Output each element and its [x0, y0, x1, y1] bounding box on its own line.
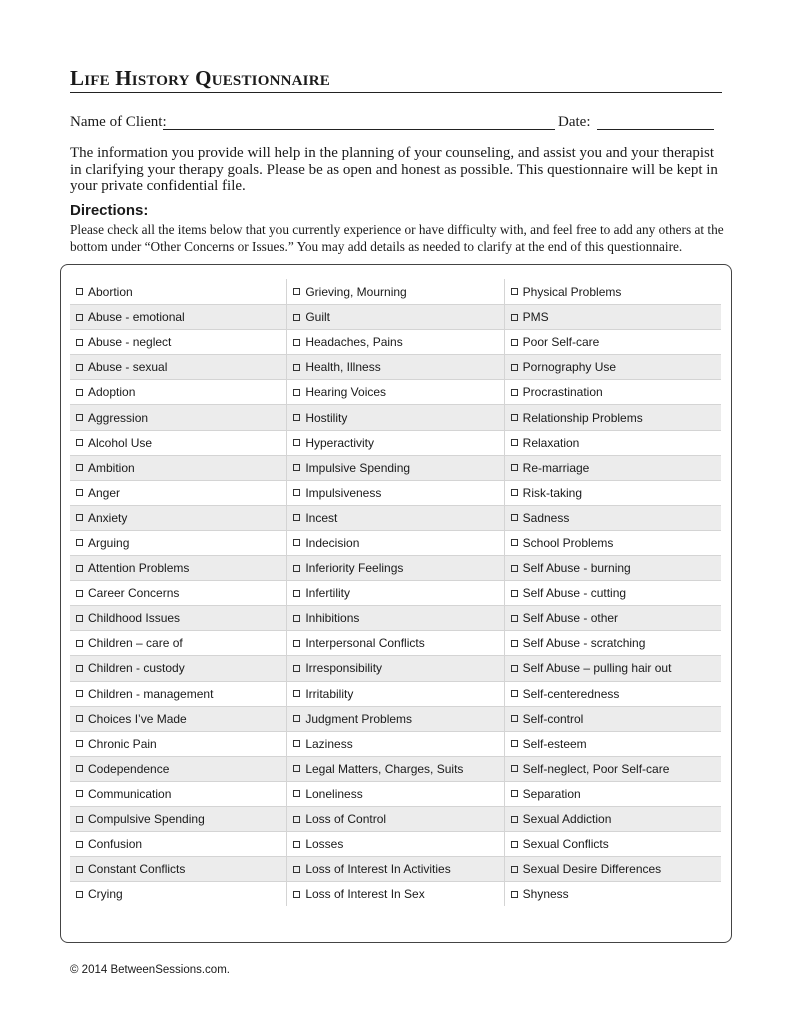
checklist-item-label: Self-neglect, Poor Self-care — [522, 761, 670, 776]
checklist-item[interactable] — [70, 329, 287, 354]
checklist-item[interactable] — [70, 655, 287, 680]
checklist-item-label: Physical Problems — [522, 284, 622, 299]
title-row — [70, 64, 722, 93]
checklist-item-label: Hearing Voices — [305, 385, 387, 400]
checkbox-icon[interactable] — [293, 715, 300, 722]
checklist-item[interactable] — [505, 781, 721, 806]
checklist-item[interactable] — [505, 480, 721, 505]
checkbox-icon[interactable] — [293, 665, 300, 672]
checklist-item-label: Pornography Use — [522, 360, 617, 375]
checklist-item[interactable] — [70, 304, 287, 329]
checklist-item-label: Separation — [522, 786, 581, 801]
checklist-item-label: Hostility — [305, 410, 348, 425]
checklist-item-label: Sadness — [522, 510, 570, 525]
checklist-item-label: Chronic Pain — [88, 736, 157, 751]
checklist-row — [70, 555, 721, 580]
checklist-item[interactable] — [505, 630, 721, 655]
checkbox-icon[interactable] — [76, 740, 83, 747]
client-name-field[interactable] — [163, 129, 555, 130]
checklist-item-label: Impulsive Spending — [305, 460, 411, 475]
checklist-item[interactable] — [505, 756, 721, 781]
checklist-item[interactable] — [70, 580, 287, 605]
checklist-item-label: Ambition — [88, 460, 135, 475]
checklist-item[interactable] — [505, 279, 721, 304]
checklist-item[interactable] — [505, 505, 721, 530]
checkbox-icon[interactable] — [293, 690, 300, 697]
checklist-item-label: Loneliness — [305, 786, 363, 801]
checklist-item[interactable] — [505, 856, 721, 881]
checkbox-icon[interactable] — [76, 339, 83, 346]
checkbox-icon[interactable] — [293, 816, 300, 823]
checklist-item-label: Relaxation — [522, 435, 580, 450]
checkbox-icon[interactable] — [76, 665, 83, 672]
checklist-item-label: Children - management — [88, 686, 214, 701]
checklist-row — [70, 480, 721, 505]
checklist-item[interactable] — [505, 831, 721, 856]
checkbox-icon[interactable] — [76, 414, 83, 421]
checkbox-icon[interactable] — [293, 439, 300, 446]
checkbox-icon[interactable] — [511, 314, 518, 321]
checklist-item-label: Inferiority Feelings — [305, 561, 404, 576]
checkbox-icon[interactable] — [293, 489, 300, 496]
checklist-item[interactable] — [287, 856, 504, 881]
checklist-item-label: Choices I’ve Made — [88, 711, 187, 726]
checkbox-icon[interactable] — [293, 565, 300, 572]
checkbox-icon[interactable] — [76, 565, 83, 572]
checkbox-icon[interactable] — [293, 640, 300, 647]
checklist-item-label: Anger — [88, 485, 121, 500]
checklist-item-label: Health, Illness — [305, 360, 381, 375]
checklist-item[interactable] — [70, 806, 287, 831]
checkbox-icon[interactable] — [293, 790, 300, 797]
checklist-item[interactable] — [287, 480, 504, 505]
checklist-item-label: Shyness — [522, 887, 569, 902]
checklist-row — [70, 831, 721, 856]
checklist-row — [70, 505, 721, 530]
directions-heading: Directions: — [70, 202, 149, 219]
checklist-item[interactable] — [70, 856, 287, 881]
checklist-item[interactable] — [70, 605, 287, 630]
checkbox-icon[interactable] — [76, 765, 83, 772]
checklist-item[interactable] — [287, 731, 504, 756]
checkbox-icon[interactable] — [511, 389, 518, 396]
checklist-item[interactable] — [70, 681, 287, 706]
checklist-item[interactable] — [70, 781, 287, 806]
checkbox-icon[interactable] — [293, 339, 300, 346]
checklist-item[interactable] — [70, 354, 287, 379]
checkbox-icon[interactable] — [76, 841, 83, 848]
checklist-item[interactable] — [287, 605, 504, 630]
checkbox-icon[interactable] — [511, 489, 518, 496]
checkbox-icon[interactable] — [293, 590, 300, 597]
checklist-item[interactable] — [505, 655, 721, 680]
checklist-item[interactable] — [70, 279, 287, 304]
checklist-item[interactable] — [70, 555, 287, 580]
checklist-item[interactable] — [287, 329, 504, 354]
checkbox-icon[interactable] — [511, 765, 518, 772]
checkbox-icon[interactable] — [76, 539, 83, 546]
checklist-item-label: Relationship Problems — [522, 410, 643, 425]
checkbox-icon[interactable] — [293, 841, 300, 848]
checklist-item-label: Self Abuse - other — [522, 611, 619, 626]
checklist-item[interactable] — [505, 605, 721, 630]
checklist-item[interactable] — [287, 455, 504, 480]
checkbox-icon[interactable] — [76, 690, 83, 697]
checklist-item-label: Irresponsibility — [305, 661, 383, 676]
checklist-item[interactable] — [70, 756, 287, 781]
checkbox-icon[interactable] — [293, 514, 300, 521]
checklist-item-label: Grieving, Mourning — [305, 284, 407, 299]
checklist-item[interactable] — [505, 404, 721, 429]
checkbox-icon[interactable] — [511, 590, 518, 597]
checklist-item-label: Legal Matters, Charges, Suits — [305, 761, 464, 776]
checkbox-icon[interactable] — [76, 816, 83, 823]
checkbox-icon[interactable] — [76, 715, 83, 722]
checklist-item[interactable] — [70, 455, 287, 480]
checklist-item[interactable] — [287, 530, 504, 555]
checklist-item-label: Career Concerns — [88, 586, 180, 601]
checklist-item-label: Constant Conflicts — [88, 862, 186, 877]
checklist-item-label: Indecision — [305, 535, 360, 550]
checkbox-icon[interactable] — [76, 464, 83, 471]
checklist-item-label: Codependence — [88, 761, 170, 776]
checkbox-icon[interactable] — [511, 539, 518, 546]
checklist-item[interactable] — [70, 706, 287, 731]
checklist-item-label: Children – care of — [88, 636, 183, 651]
checklist-item[interactable] — [287, 354, 504, 379]
checkbox-icon[interactable] — [76, 590, 83, 597]
checklist-item[interactable] — [505, 706, 721, 731]
checklist-item-label: Sexual Conflicts — [522, 837, 609, 852]
checklist-item[interactable] — [70, 630, 287, 655]
checkbox-icon[interactable] — [511, 565, 518, 572]
checkbox-icon[interactable] — [511, 339, 518, 346]
checklist-item-label: Inhibitions — [305, 611, 360, 626]
checklist-item-label: Loss of Interest In Sex — [305, 887, 425, 902]
checklist-item[interactable] — [287, 831, 504, 856]
checklist-item-label: Compulsive Spending — [88, 812, 205, 827]
checklist-item[interactable] — [287, 655, 504, 680]
client-name-label: Name of Client: — [70, 114, 167, 130]
checklist-row — [70, 455, 721, 480]
checklist-item[interactable] — [287, 304, 504, 329]
checklist-item[interactable] — [70, 480, 287, 505]
checklist-item[interactable] — [505, 304, 721, 329]
checkbox-icon[interactable] — [76, 389, 83, 396]
checkbox-icon[interactable] — [293, 288, 300, 295]
checkbox-icon[interactable] — [293, 389, 300, 396]
checklist-item[interactable] — [505, 329, 721, 354]
checklist-row — [70, 630, 721, 655]
checklist-item-label: Communication — [88, 786, 172, 801]
directions-text: Please check all the items below that you currently experience or have difficulty with, and feel free to add any others at the bottom under “Other Concerns or Issues.” You may add details as needed to clarify at the end of this questionnaire. — [70, 222, 724, 254]
checklist-item[interactable] — [505, 430, 721, 455]
checklist-row — [70, 530, 721, 555]
checklist-row — [70, 706, 721, 731]
checklist-item-label: Alcohol Use — [88, 435, 153, 450]
page-title: Life History Questionnaire — [70, 66, 330, 90]
checklist-item-label: PMS — [522, 310, 549, 325]
checklist-item[interactable] — [287, 781, 504, 806]
checkbox-icon[interactable] — [76, 489, 83, 496]
checkbox-icon[interactable] — [293, 866, 300, 873]
checklist-item[interactable] — [505, 530, 721, 555]
checklist-item-label: Abuse - emotional — [88, 310, 185, 325]
checkbox-icon[interactable] — [293, 314, 300, 321]
checkbox-icon[interactable] — [76, 866, 83, 873]
checklist-item[interactable] — [287, 379, 504, 404]
checklist-item-label: Sexual Desire Differences — [522, 862, 662, 877]
checklist-item[interactable] — [70, 379, 287, 404]
checkbox-icon[interactable] — [511, 665, 518, 672]
checkbox-icon[interactable] — [293, 615, 300, 622]
checklist-item-label: Anxiety — [88, 510, 128, 525]
checkbox-icon[interactable] — [76, 514, 83, 521]
checkbox-icon[interactable] — [511, 414, 518, 421]
checklist-item-label: Crying — [88, 887, 123, 902]
checklist-item-label: Confusion — [88, 837, 143, 852]
checklist-row — [70, 329, 721, 354]
checklist-item[interactable] — [287, 706, 504, 731]
checklist-item-label: Aggression — [88, 410, 149, 425]
checkbox-icon[interactable] — [76, 439, 83, 446]
checklist-row — [70, 304, 721, 329]
checklist-item-label: Incest — [305, 510, 338, 525]
checklist-item[interactable] — [70, 881, 287, 906]
checkbox-icon[interactable] — [511, 288, 518, 295]
checklist-item-label: Childhood Issues — [88, 611, 181, 626]
checkbox-icon[interactable] — [76, 364, 83, 371]
checkbox-icon[interactable] — [76, 640, 83, 647]
checkbox-icon[interactable] — [511, 790, 518, 797]
checklist-item[interactable] — [287, 881, 504, 906]
checklist-item-label: Judgment Problems — [305, 711, 413, 726]
checklist-item-label: Self Abuse - cutting — [522, 586, 627, 601]
checklist-item[interactable] — [70, 505, 287, 530]
checkbox-icon[interactable] — [76, 891, 83, 898]
checklist-item-label: Headaches, Pains — [305, 335, 403, 350]
checklist-item-label: Laziness — [305, 736, 353, 751]
checklist-row — [70, 404, 721, 429]
checkbox-icon[interactable] — [293, 414, 300, 421]
checklist-item[interactable] — [505, 580, 721, 605]
checklist-item-label: Self-centeredness — [522, 686, 620, 701]
checklist-item[interactable] — [287, 555, 504, 580]
checklist-item[interactable] — [287, 430, 504, 455]
checkbox-icon[interactable] — [511, 514, 518, 521]
checklist-item[interactable] — [505, 379, 721, 404]
checklist-item-label: Impulsiveness — [305, 485, 382, 500]
checkbox-icon[interactable] — [76, 288, 83, 295]
checklist-item-label: Self Abuse - burning — [522, 561, 631, 576]
checklist-row — [70, 681, 721, 706]
checklist-item[interactable] — [505, 455, 721, 480]
checklist-item[interactable] — [287, 505, 504, 530]
checkbox-icon[interactable] — [511, 439, 518, 446]
checklist-item[interactable] — [287, 580, 504, 605]
checklist-row — [70, 731, 721, 756]
checklist-item-label: Loss of Control — [305, 812, 387, 827]
checkbox-icon[interactable] — [511, 715, 518, 722]
checklist-row — [70, 781, 721, 806]
checkbox-icon[interactable] — [511, 690, 518, 697]
checkbox-icon[interactable] — [293, 464, 300, 471]
checkbox-icon[interactable] — [293, 891, 300, 898]
checklist-item-label: School Problems — [522, 535, 614, 550]
checklist-row — [70, 379, 721, 404]
checklist-item-label: Adoption — [88, 385, 136, 400]
checklist-item-label: Hyperactivity — [305, 435, 375, 450]
checklist-row — [70, 806, 721, 831]
checklist-item-label: Self-control — [522, 711, 584, 726]
checklist-item[interactable] — [505, 681, 721, 706]
checklist-item-label: Abuse - neglect — [88, 335, 172, 350]
checklist-item-label: Risk-taking — [522, 485, 583, 500]
checkbox-icon[interactable] — [293, 765, 300, 772]
checklist-item-label: Arguing — [88, 535, 130, 550]
checkbox-icon[interactable] — [511, 364, 518, 371]
checkbox-icon[interactable] — [511, 464, 518, 471]
checklist-item-label: Sexual Addiction — [522, 812, 612, 827]
checklist-item[interactable] — [287, 681, 504, 706]
checklist-item[interactable] — [505, 731, 721, 756]
checklist-row — [70, 354, 721, 379]
checkbox-icon[interactable] — [511, 640, 518, 647]
checkbox-icon[interactable] — [76, 615, 83, 622]
checklist-item-label: Loss of Interest In Activities — [305, 862, 451, 877]
checklist-item[interactable] — [70, 831, 287, 856]
checkbox-icon[interactable] — [511, 866, 518, 873]
checklist-item-label: Losses — [305, 837, 344, 852]
checklist-row — [70, 605, 721, 630]
checklist-item[interactable] — [287, 756, 504, 781]
checkbox-icon[interactable] — [293, 740, 300, 747]
checklist-item[interactable] — [287, 279, 504, 304]
checklist-item-label: Poor Self-care — [522, 335, 600, 350]
checklist-row — [70, 655, 721, 680]
checklist-item[interactable] — [70, 731, 287, 756]
checklist-item-label: Interpersonal Conflicts — [305, 636, 425, 651]
checkbox-icon[interactable] — [293, 539, 300, 546]
checklist-item-label: Infertility — [305, 586, 351, 601]
checklist-item-label: Re-marriage — [522, 460, 590, 475]
checklist-item[interactable] — [505, 354, 721, 379]
checkbox-icon[interactable] — [511, 740, 518, 747]
intro-paragraph: The information you provide will help in the planning of your counseling, and assist you and your therapist in clarifying your therapy goals. Please be as open and honest as possible. This questionnaire will be kept in your private confidential file. — [70, 145, 718, 194]
date-field[interactable] — [597, 129, 714, 130]
checklist-item[interactable] — [287, 630, 504, 655]
checklist-row — [70, 756, 721, 781]
checklist-row — [70, 881, 721, 906]
checklist-item[interactable] — [70, 530, 287, 555]
checkbox-icon[interactable] — [76, 790, 83, 797]
copyright-footer: © 2014 BetweenSessions.com. — [70, 964, 230, 976]
checklist-item-label: Abuse - sexual — [88, 360, 168, 375]
checklist-item[interactable] — [505, 806, 721, 831]
checkbox-icon[interactable] — [76, 314, 83, 321]
checklist-row — [70, 856, 721, 881]
checklist-item-label: Abortion — [88, 284, 133, 299]
checklist-item[interactable] — [505, 881, 721, 906]
checkbox-icon[interactable] — [511, 816, 518, 823]
checklist-item-label: Procrastination — [522, 385, 603, 400]
checklist-item-label: Children - custody — [88, 661, 185, 676]
checklist-item-label: Attention Problems — [88, 561, 190, 576]
checklist-item-label: Guilt — [305, 310, 331, 325]
checkbox-icon[interactable] — [511, 615, 518, 622]
checklist-item[interactable] — [287, 404, 504, 429]
checkbox-icon[interactable] — [293, 364, 300, 371]
checklist-row — [70, 430, 721, 455]
checklist-item[interactable] — [70, 404, 287, 429]
date-label: Date: — [558, 114, 591, 130]
checklist-item[interactable] — [70, 430, 287, 455]
checklist-item-label: Self Abuse – pulling hair out — [522, 661, 672, 676]
checklist-item[interactable] — [505, 555, 721, 580]
checklist-row — [70, 279, 721, 304]
checklist-item-label: Irritability — [305, 686, 354, 701]
checklist-item-label: Self Abuse - scratching — [522, 636, 646, 651]
checklist-item[interactable] — [287, 806, 504, 831]
checkbox-icon[interactable] — [511, 841, 518, 848]
checklist-grid — [70, 279, 721, 906]
checkbox-icon[interactable] — [511, 891, 518, 898]
checklist-item-label: Self-esteem — [522, 736, 587, 751]
checklist-row — [70, 580, 721, 605]
